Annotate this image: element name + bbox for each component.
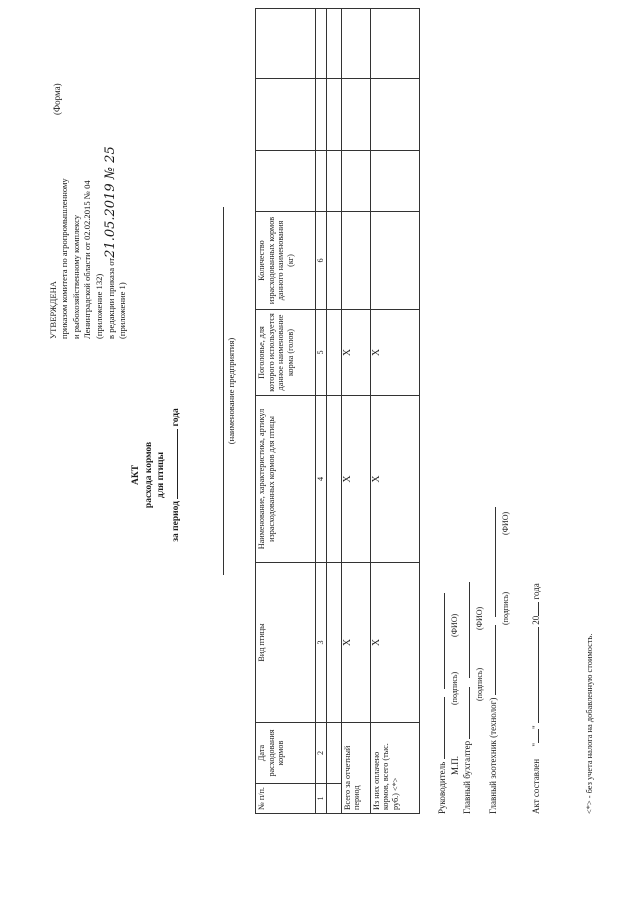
table-cell[interactable] [326,784,341,814]
fio-caption: (ФИО) [501,511,510,535]
footnote: <*> - без учета налога на добавленную стоимость. [585,633,594,814]
handwritten-order-date: 21.05.2019 № 25 [103,146,119,258]
table-cell[interactable] [370,151,419,212]
table-cell[interactable] [326,310,341,396]
title-line-3: для птицы [156,451,166,499]
podpis-caption: (подпись) [450,671,459,705]
head-signature-field[interactable] [444,697,445,759]
approval-edition [105,146,117,339]
table-cell[interactable] [341,212,370,310]
table-cell[interactable] [370,79,419,151]
zootech-name-field[interactable] [495,507,496,617]
column-number: 1 [316,784,327,814]
x-mark: X [341,310,370,396]
table-cell[interactable] [326,563,341,723]
zootech-label: Главный зоотехник (технолог) [488,697,498,814]
column-number: 3 [316,563,327,723]
column-number: 4 [316,396,327,563]
head-name-field[interactable] [444,593,445,689]
quote-close: " [531,725,541,729]
fio-caption: (ФИО) [475,606,484,630]
table-row [326,9,341,814]
organization-line[interactable] [223,207,224,575]
approval-line: УТВЕРЖДЕНА [48,280,58,339]
title-period [168,375,183,575]
paid-row [370,9,419,814]
header-bird-type: Вид птицы [256,563,316,723]
title-line-1: АКТ [131,464,141,486]
head-signature [437,593,447,814]
period-field[interactable] [168,429,178,499]
accountant-signature [462,582,472,814]
table-cell[interactable] [326,723,341,784]
head-label: Руководитель [437,761,447,814]
column-number-row [316,9,327,814]
header-empty [256,79,316,151]
table-cell [316,9,327,79]
edition-prefix: в редакции приказа от [106,257,117,339]
header-quantity: Количество израсходованных кормов данного наименования (кг) [256,212,316,310]
table-cell[interactable] [370,212,419,310]
column-number: 6 [316,212,327,310]
fio-caption: (ФИО) [450,613,459,637]
approval-line: и рыбохозяйственному комплексу [70,214,81,339]
year-field[interactable] [538,602,539,616]
month-field[interactable] [538,627,539,723]
x-mark: X [370,310,419,396]
table-cell[interactable] [326,9,341,79]
podpis-caption: (подпись) [475,667,484,701]
table-cell [316,79,327,151]
header-empty [256,9,316,79]
paid-label: Из них оплачено кормов, всего (тыс. руб.) <*> [370,723,419,814]
total-label: Всего за отчетный период [341,723,370,814]
table-cell[interactable] [326,79,341,151]
accountant-label: Главный бухгалтер [462,740,472,814]
table-cell[interactable] [341,79,370,151]
compiled-label: Акт составлен [531,758,541,814]
x-mark: X [341,563,370,723]
approval-line: (приложение 1) [117,282,128,339]
approval-line: (приложение 132) [93,273,104,339]
table-cell[interactable] [326,212,341,310]
header-number: № п/п. [256,784,316,814]
period-prefix: за период [170,501,181,542]
accountant-signature-field[interactable] [469,687,470,739]
stamp-label: М.П. [450,755,460,775]
title-line-2: расхода кормов [143,441,154,509]
column-number: 2 [316,723,327,784]
approval-line: приказом комитета по агропромышленному [59,178,70,339]
year-prefix: 20 [531,615,541,625]
compiled-date [531,583,541,814]
table-cell[interactable] [341,151,370,212]
header-date: Дата расходования кормов [256,723,316,784]
header-livestock: Поголовье, для которого используется данное наименование корма (голов) [256,310,316,396]
x-mark: X [341,396,370,563]
x-mark: X [370,563,419,723]
form-label: (Форма) [52,83,62,115]
table-cell [316,151,327,212]
table-header-row [256,9,316,814]
day-field[interactable] [538,729,539,743]
table-cell[interactable] [341,9,370,79]
approval-line: Ленинградской области от 02.02.2015 № 04 [82,180,93,339]
feed-table [255,8,420,814]
header-empty [256,151,316,212]
act-title [130,375,182,575]
quote-open: " [531,742,541,747]
zootech-signature [488,507,498,814]
year-suffix: года [531,583,541,600]
header-feed-name: Наименование, характеристика, артикул израсходованных кормов для птицы [256,396,316,563]
table-cell[interactable] [326,151,341,212]
period-suffix: года [170,408,181,427]
approval-block [48,146,129,339]
podpis-caption: (подпись) [501,591,510,625]
zootech-signature-field[interactable] [495,625,496,695]
organization-caption: (наименование предприятия) [226,337,236,445]
column-number: 5 [316,310,327,396]
accountant-name-field[interactable] [469,582,470,678]
total-row [341,9,370,814]
x-mark: X [370,396,419,563]
table-cell[interactable] [326,396,341,563]
table-cell[interactable] [370,9,419,79]
